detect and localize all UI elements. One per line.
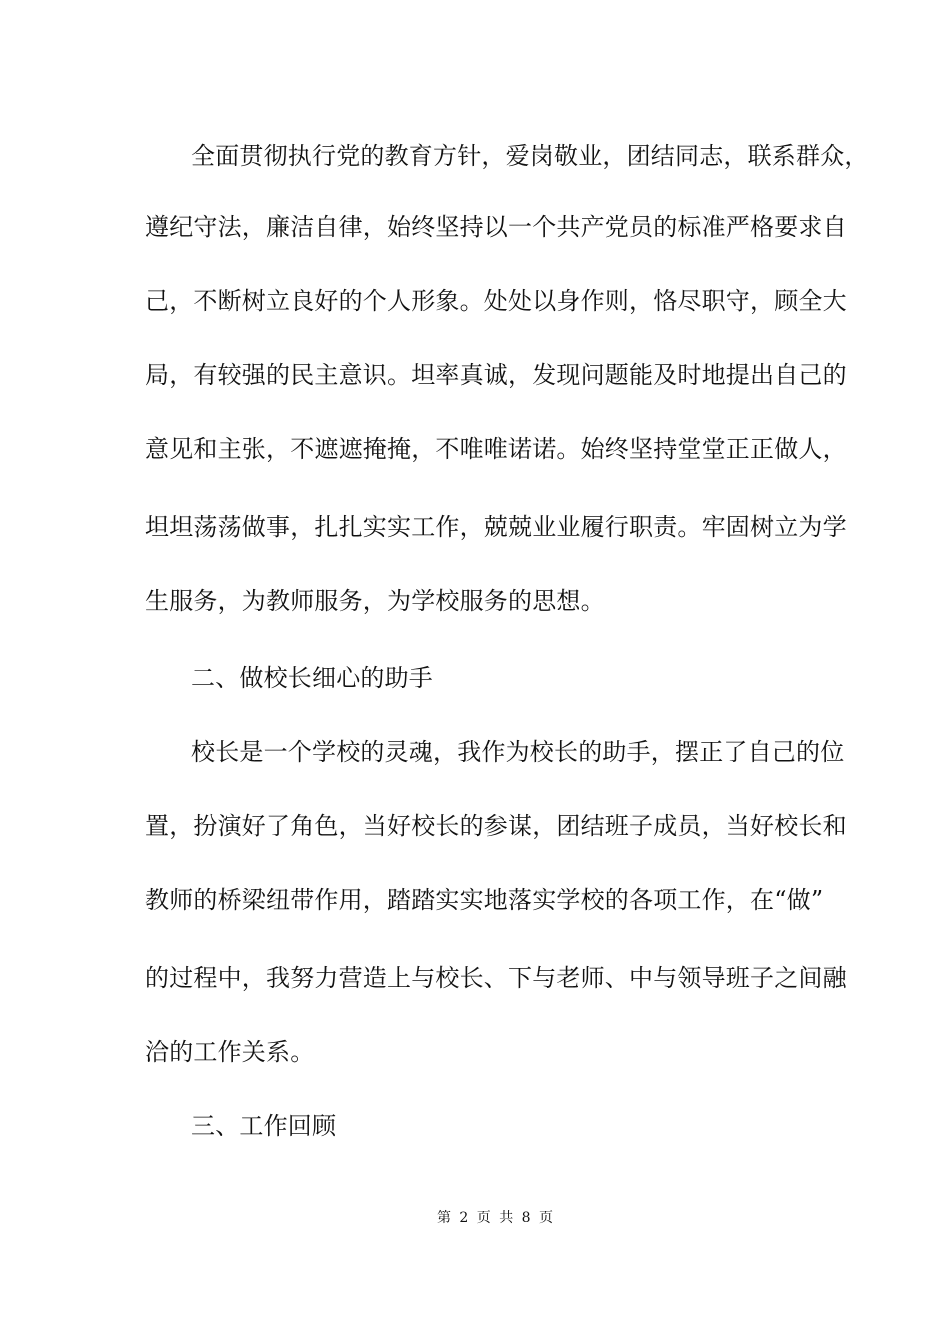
paragraph-line: 校长是一个学校的灵魂，我作为校长的助手，摆正了自己的位 bbox=[191, 738, 845, 766]
paragraph-line: 全面贯彻执行党的教育方针，爱岗敬业，团结同志，联系群众， bbox=[191, 142, 869, 170]
paragraph-line: 己，不断树立良好的个人形象。处处以身作则，恪尽职守，顾全大 bbox=[145, 287, 847, 315]
section-heading: 二、做校长细心的助手 bbox=[191, 664, 433, 692]
paragraph-line: 教师的桥梁纽带作用，踏踏实实地落实学校的各项工作，在“做” bbox=[145, 886, 824, 914]
paragraph-line: 局，有较强的民主意识。坦率真诚，发现问题能及时地提出自己的 bbox=[145, 361, 847, 389]
paragraph-line: 置，扮演好了角色，当好校长的参谋，团结班子成员，当好校长和 bbox=[145, 812, 847, 840]
paragraph-line: 坦坦荡荡做事，扎扎实实工作，兢兢业业履行职责。牢固树立为学 bbox=[145, 513, 847, 541]
paragraph-line: 遵纪守法，廉洁自律，始终坚持以一个共产党员的标准严格要求自 bbox=[145, 213, 847, 241]
paragraph-line: 洽的工作关系。 bbox=[145, 1038, 315, 1066]
section-heading: 三、工作回顾 bbox=[191, 1112, 337, 1140]
paragraph-line: 意见和主张，不遮遮掩掩，不唯唯诺诺。始终坚持堂堂正正做人， bbox=[145, 435, 847, 463]
page-number: 第 2 页 共 8 页 bbox=[436, 1210, 554, 1226]
paragraph-line: 生服务，为教师服务，为学校服务的思想。 bbox=[145, 587, 605, 615]
paragraph-line: 的过程中，我努力营造上与校长、下与老师、中与领导班子之间融 bbox=[145, 964, 847, 992]
